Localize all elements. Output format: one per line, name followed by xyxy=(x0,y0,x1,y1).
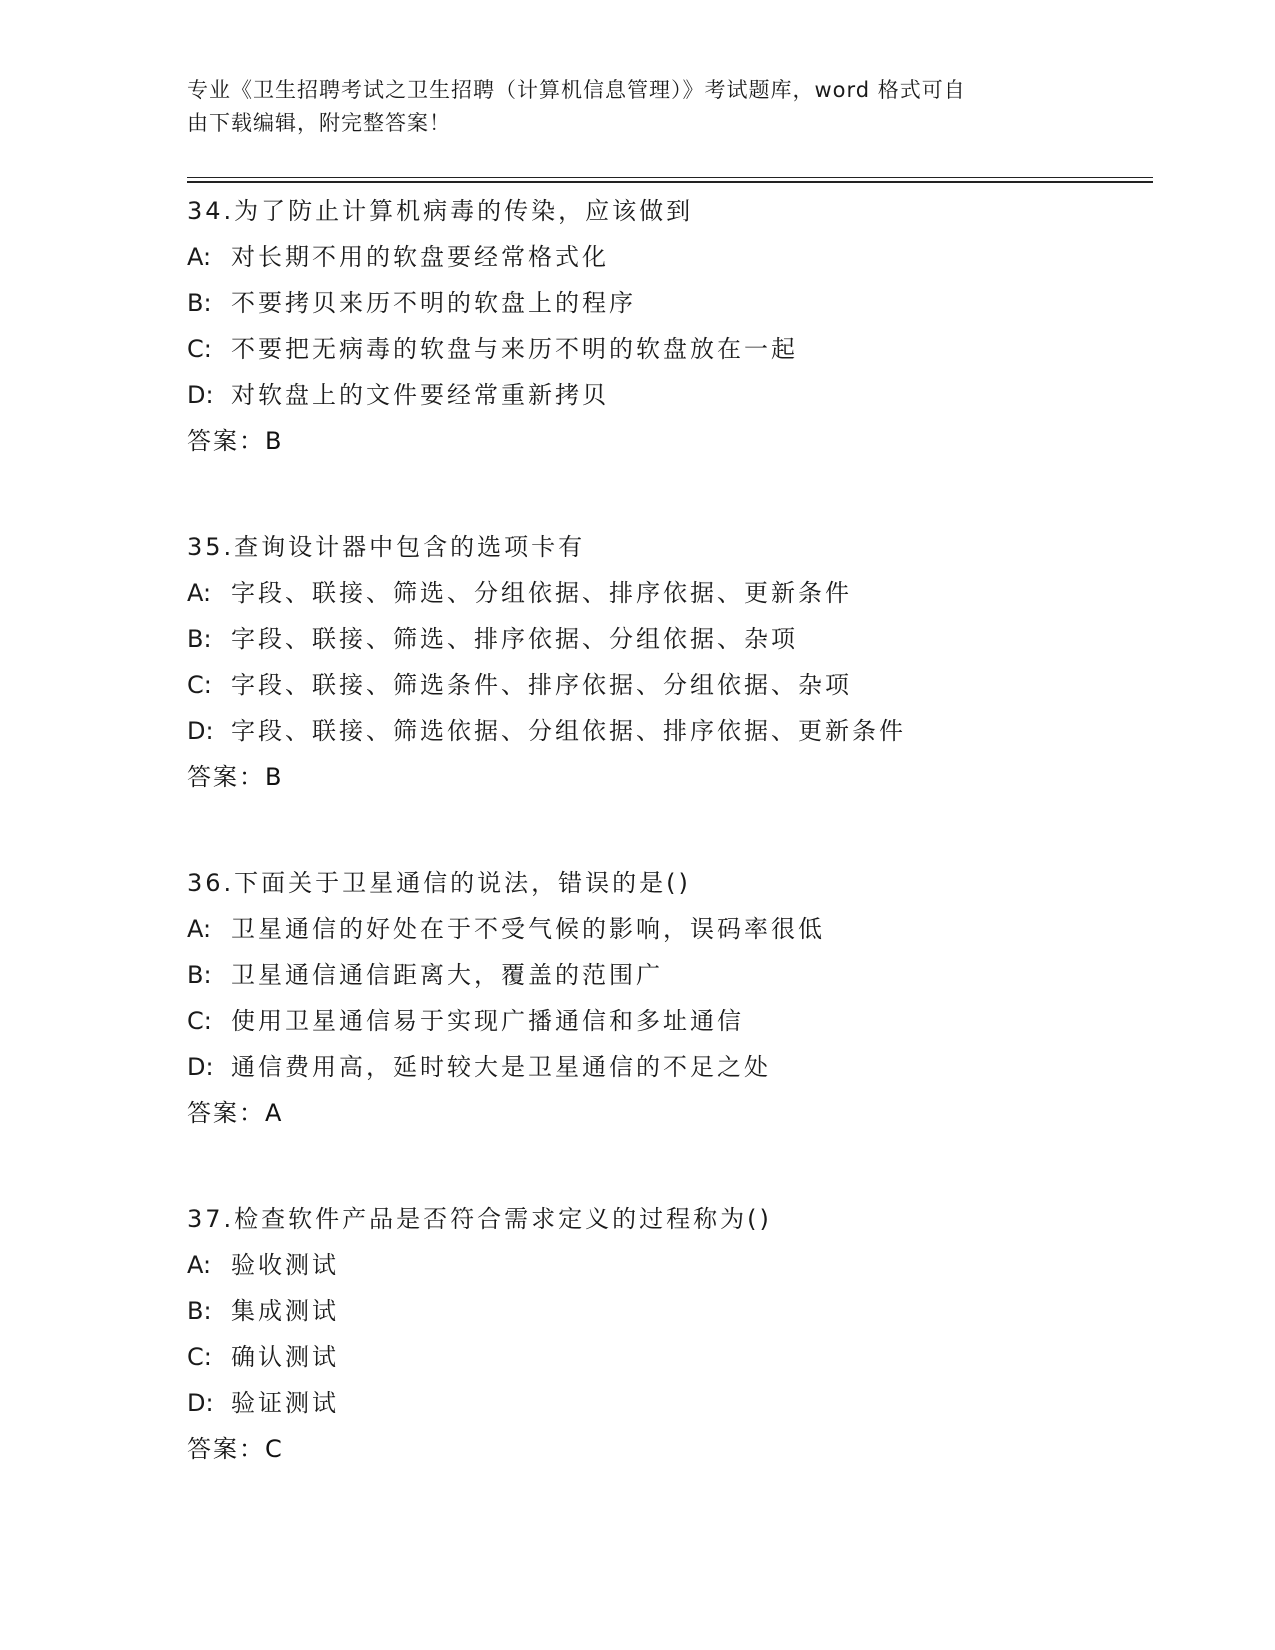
option-text: 对长期不用的软盘要经常格式化 xyxy=(231,243,609,271)
question-stem: 35.查询设计器中包含的选项卡有 xyxy=(187,533,586,561)
question-stem: 36.下面关于卫星通信的说法，错误的是() xyxy=(187,869,691,897)
answer-line: 答案：B xyxy=(187,763,284,791)
question-item xyxy=(187,524,1147,800)
option-key: B: xyxy=(187,625,212,653)
option-key: B: xyxy=(187,1297,212,1325)
option-a xyxy=(187,906,1147,952)
option-key: B: xyxy=(187,961,212,989)
question-item xyxy=(187,188,1147,464)
option-d xyxy=(187,1380,1147,1426)
answer-line: 答案：B xyxy=(187,427,284,455)
option-text: 字段、联接、筛选依据、分组依据、排序依据、更新条件 xyxy=(231,717,906,745)
option-text: 卫星通信的好处在于不受气候的影响，误码率很低 xyxy=(231,915,825,943)
header-line-1: 专业《卫生招聘考试之卫生招聘（计算机信息管理）》考试题库，word 格式可自 xyxy=(187,78,966,102)
option-text: 确认测试 xyxy=(231,1343,339,1371)
option-text: 集成测试 xyxy=(231,1297,339,1325)
option-b xyxy=(187,1288,1147,1334)
option-b xyxy=(187,280,1147,326)
option-a xyxy=(187,1242,1147,1288)
option-text: 字段、联接、筛选、分组依据、排序依据、更新条件 xyxy=(231,579,852,607)
document-header xyxy=(187,74,1067,140)
option-key: A: xyxy=(187,579,212,607)
option-c xyxy=(187,662,1147,708)
option-key: C: xyxy=(187,335,212,363)
header-line-2: 由下载编辑，附完整答案！ xyxy=(187,111,451,135)
option-key: D: xyxy=(187,1053,214,1081)
option-b xyxy=(187,616,1147,662)
question-stem: 37.检查软件产品是否符合需求定义的过程称为() xyxy=(187,1205,772,1233)
question-list xyxy=(187,188,1147,1532)
option-key: B: xyxy=(187,289,212,317)
option-a xyxy=(187,234,1147,280)
option-key: D: xyxy=(187,1389,214,1417)
option-key: D: xyxy=(187,381,214,409)
question-item xyxy=(187,1196,1147,1472)
option-c xyxy=(187,326,1147,372)
answer-line: 答案：C xyxy=(187,1435,284,1463)
option-key: D: xyxy=(187,717,214,745)
question-item xyxy=(187,860,1147,1136)
option-text: 验收测试 xyxy=(231,1251,339,1279)
header-divider-thick xyxy=(187,181,1153,183)
option-key: C: xyxy=(187,1343,212,1371)
option-text: 字段、联接、筛选、排序依据、分组依据、杂项 xyxy=(231,625,798,653)
option-text: 通信费用高，延时较大是卫星通信的不足之处 xyxy=(231,1053,771,1081)
option-key: A: xyxy=(187,1251,212,1279)
option-text: 卫星通信通信距离大，覆盖的范围广 xyxy=(231,961,663,989)
option-text: 验证测试 xyxy=(231,1389,339,1417)
option-d xyxy=(187,1044,1147,1090)
option-text: 不要把无病毒的软盘与来历不明的软盘放在一起 xyxy=(231,335,798,363)
option-a xyxy=(187,570,1147,616)
option-text: 对软盘上的文件要经常重新拷贝 xyxy=(231,381,609,409)
option-key: C: xyxy=(187,671,212,699)
header-divider-thin xyxy=(187,177,1153,178)
option-text: 不要拷贝来历不明的软盘上的程序 xyxy=(231,289,636,317)
option-d xyxy=(187,708,1147,754)
option-key: A: xyxy=(187,243,212,271)
question-stem: 34.为了防止计算机病毒的传染，应该做到 xyxy=(187,197,694,225)
option-key: A: xyxy=(187,915,212,943)
option-key: C: xyxy=(187,1007,212,1035)
answer-line: 答案：A xyxy=(187,1099,284,1127)
option-text: 使用卫星通信易于实现广播通信和多址通信 xyxy=(231,1007,744,1035)
option-b xyxy=(187,952,1147,998)
option-c xyxy=(187,998,1147,1044)
option-d xyxy=(187,372,1147,418)
option-c xyxy=(187,1334,1147,1380)
option-text: 字段、联接、筛选条件、排序依据、分组依据、杂项 xyxy=(231,671,852,699)
